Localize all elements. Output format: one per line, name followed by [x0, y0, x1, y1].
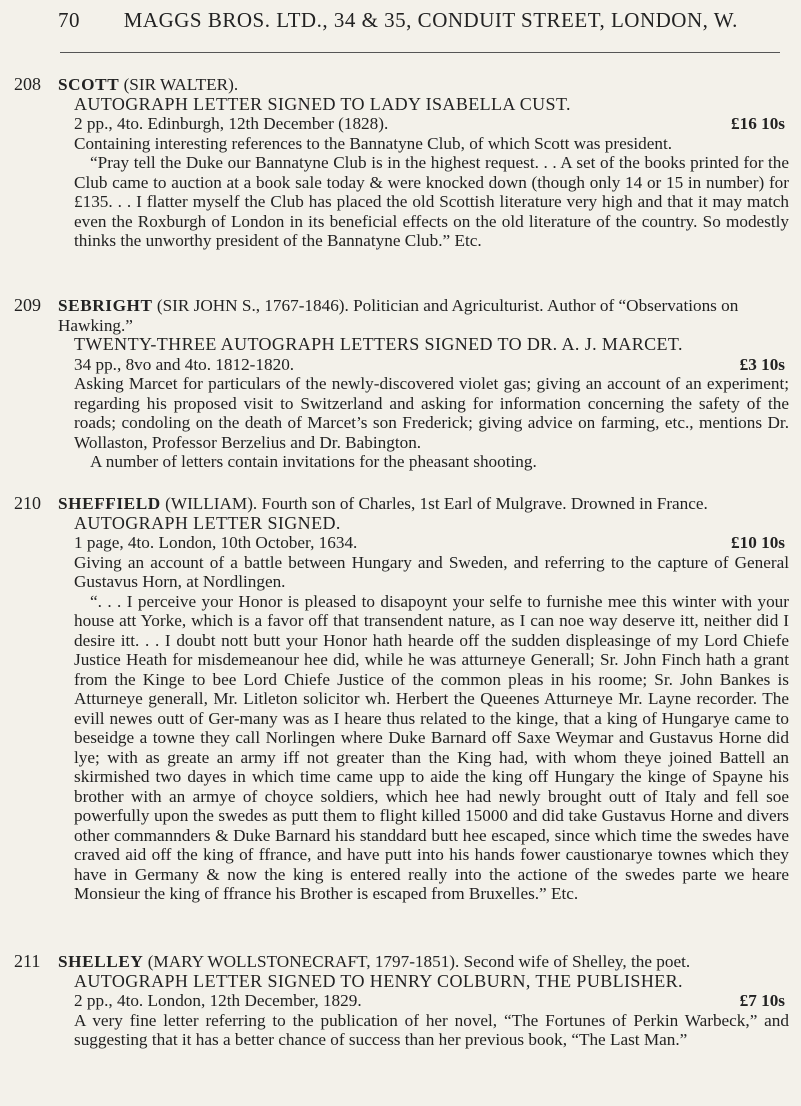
entry-price: £10 10s — [731, 533, 785, 552]
entry-title: TWENTY-THREE AUTOGRAPH LETTERS SIGNED TO DR. A. J. MARCET. — [74, 334, 683, 354]
publisher-line: MAGGS BROS. LTD., 34 & 35, CONDUIT STREET, LONDON, W. — [123, 8, 738, 32]
entry-name-rest: (WILLIAM). Fourth son of Charles, 1st Earl of Mulgrave. Drowned in France. — [165, 494, 708, 513]
entry-quote: “. . . I perceive your Honor is pleased to disapoynt your selfe to furnishe mee this winter with your house att Yorke, which is a favor off that transendent nature, as I can noe way deserve itt, neither did I desire itt. . . I doubt nott butt your Honor hath hearde off the sudden displeasinge of my Lord Chiefe Justice Heath for misdemeanour hee did, while he was atturneye Generall; Sr. John Finch hath a grant from the Kinge to bee Lord Chiefe Justice of the common pleas in his roome; Sr. John Bankes is Atturneye generall, Mr. Litleton solicitor wh. Herbert the Queenes Atturneye Mr. Layne recorder. The evill newes outt of Ger-many was as I heare thus related to the kinge, that a king of Hungarye came to beseidge a towne they call Norlingen where Duke Barnard off Saxe Weymar and Gustavus Horne did lye; with as greate an army iff not greater than the King had, with whom theye joined Battell an skirmished two dayes in which time came upp to aide the king off Hungary the kinge of Spayne his brother with an armye of choyce soldiers, which hee had newly brought outt of Italy and fell soe powerfully upon the swedes as putt them to flight killed 15000 and did take Gustavus Horne and divers other commannders & Duke Barnard his standdard butt hee escaped, since which time the swedes have craved aid off the king of ffrance, and have putt into his hands fower caustionarye townes which they have in Germany & now the king is entered really into the actione of the swedes parte we heare Monsieur the king of ffrance his Brother is escaped from Bruxelles.” Etc. — [74, 591, 789, 903]
entry-number: 209 — [14, 295, 41, 315]
entry-details-line — [74, 991, 789, 1011]
entry-name: SCOTT — [58, 75, 120, 94]
entry-title: AUTOGRAPH LETTER SIGNED TO LADY ISABELLA CUST. — [74, 93, 571, 114]
entry-heading — [58, 494, 789, 514]
entry-description: Asking Marcet for particulars of the newly-discovered violet gas; giving an account of an experiment; regarding his proposed visit to Switzerland and asking for information concerning the safety of the roads; condoling on the death of Marcet’s son Frederick; giving advice on farming, etc., mentions Dr. Wollaston, Professor Berzelius and Dr. Babington. — [74, 374, 789, 452]
entry-quote: “Pray tell the Duke our Bannatyne Club is in the highest request. . . A set of the books printed for the Club came to auction at a book sale today & were knocked down (though only 14 or 15 in number) for £135. . . I flatter myself the Club has placed the old Scottish literature very high and that it may match even the Roxburgh of London in its beneficial effects on the old literature of the country. So modestly thinks the unworthy president of the Bannatyne Club.” Etc. — [74, 153, 789, 250]
catalogue-entry-209 — [14, 296, 789, 472]
entry-description-2: A number of letters contain invitations for the pheasant shooting. — [90, 452, 537, 471]
entry-details: 2 pp., 4to. London, 12th December, 1829. — [74, 991, 362, 1010]
entry-name-rest: (SIR JOHN S., 1767-1846). Politician and Agriculturist. Author of “Observations on Hawking.” — [58, 296, 739, 335]
page-number: 70 — [58, 8, 80, 32]
header-rule — [60, 52, 780, 53]
entry-number: 208 — [14, 74, 41, 94]
entry-heading — [58, 952, 789, 972]
entry-name: SHEFFIELD — [58, 494, 161, 513]
entry-details: 1 page, 4to. London, 10th October, 1634. — [74, 533, 358, 552]
entry-number: 210 — [14, 493, 41, 513]
entry-number: 211 — [14, 951, 41, 971]
catalogue-entry-208 — [14, 75, 789, 251]
page-header — [58, 8, 778, 33]
entry-name-rest: (SIR WALTER). — [123, 75, 239, 94]
entry-price: £16 10s — [731, 114, 785, 133]
entry-title: AUTOGRAPH LETTER SIGNED. — [74, 512, 341, 533]
entry-description: A very fine letter referring to the publication of her novel, “The Fortunes of Perkin Warbeck,” and suggesting that it has a better chance of success than her previous book, “The Last Man.” — [74, 1010, 789, 1049]
entry-details: 2 pp., 4to. Edinburgh, 12th December (1828). — [74, 114, 389, 133]
entry-price: £7 10s — [739, 991, 785, 1010]
entry-price: £3 10s — [739, 354, 785, 374]
entry-description: Giving an account of a battle between Hungary and Sweden, and referring to the capture of General Gustavus Horn, at Nordlingen. — [74, 552, 789, 591]
entry-title: AUTOGRAPH LETTER SIGNED TO HENRY COLBURN, THE PUBLISHER. — [74, 970, 683, 991]
catalogue-entry-210 — [14, 494, 789, 904]
entry-details-line — [74, 533, 789, 553]
entry-details-line — [74, 355, 789, 375]
entry-details: 34 pp., 8vo and 4to. 1812-1820. — [74, 354, 295, 374]
entry-heading — [58, 75, 789, 95]
catalogue-entry-211 — [14, 952, 789, 1050]
entry-description: Containing interesting references to the Bannatyne Club, of which Scott was president. — [74, 133, 673, 153]
entry-name-rest: (MARY WOLLSTONECRAFT, 1797-1851). Second wife of Shelley, the poet. — [147, 952, 691, 971]
entry-name: SHELLEY — [58, 952, 144, 971]
entry-name: SEBRIGHT — [58, 296, 153, 315]
entry-details-line — [74, 114, 789, 134]
entry-heading — [58, 296, 789, 335]
